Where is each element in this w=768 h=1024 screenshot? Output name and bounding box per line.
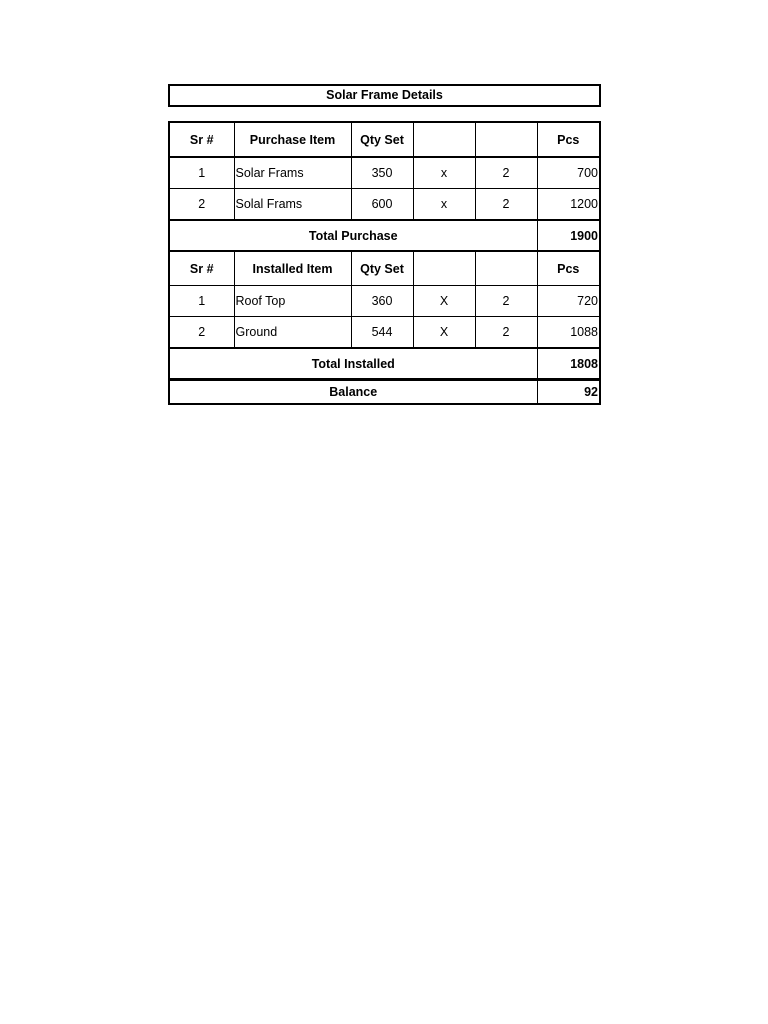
cell-qty: 544	[351, 317, 413, 349]
cell-operator: x	[413, 157, 475, 189]
header-sr: Sr #	[169, 251, 234, 286]
balance-row	[169, 380, 600, 405]
balance-label: Balance	[169, 380, 537, 405]
cell-operator: x	[413, 189, 475, 221]
cell-qty: 360	[351, 286, 413, 317]
cell-pcs: 1200	[537, 189, 600, 221]
cell-item: Solal Frams	[234, 189, 351, 221]
purchase-header-row	[169, 122, 600, 157]
total-installed-row	[169, 348, 600, 380]
cell-sr: 2	[169, 317, 234, 349]
header-qty-set: Qty Set	[351, 251, 413, 286]
cell-pcs: 1088	[537, 317, 600, 349]
header-pcs: Pcs	[537, 251, 600, 286]
header-blank-1	[413, 122, 475, 157]
cell-multiplier: 2	[475, 157, 537, 189]
cell-item: Roof Top	[234, 286, 351, 317]
installed-row	[169, 286, 600, 317]
total-installed-label: Total Installed	[169, 348, 537, 380]
cell-pcs: 700	[537, 157, 600, 189]
purchase-row	[169, 189, 600, 221]
header-pcs: Pcs	[537, 122, 600, 157]
total-purchase-value: 1900	[537, 220, 600, 251]
total-purchase-label: Total Purchase	[169, 220, 537, 251]
cell-multiplier: 2	[475, 189, 537, 221]
header-blank-2	[475, 251, 537, 286]
header-installed-item: Installed Item	[234, 251, 351, 286]
header-purchase-item: Purchase Item	[234, 122, 351, 157]
cell-item: Ground	[234, 317, 351, 349]
header-sr: Sr #	[169, 122, 234, 157]
header-blank-2	[475, 122, 537, 157]
cell-operator: X	[413, 286, 475, 317]
header-qty-set: Qty Set	[351, 122, 413, 157]
cell-pcs: 720	[537, 286, 600, 317]
cell-multiplier: 2	[475, 286, 537, 317]
cell-qty: 350	[351, 157, 413, 189]
header-blank-1	[413, 251, 475, 286]
installed-header-row	[169, 251, 600, 286]
cell-operator: X	[413, 317, 475, 349]
solar-frame-table	[168, 121, 601, 405]
cell-qty: 600	[351, 189, 413, 221]
cell-item: Solar Frams	[234, 157, 351, 189]
purchase-row	[169, 157, 600, 189]
cell-sr: 1	[169, 157, 234, 189]
cell-sr: 1	[169, 286, 234, 317]
balance-value: 92	[537, 380, 600, 405]
cell-sr: 2	[169, 189, 234, 221]
sheet-title: Solar Frame Details	[168, 84, 601, 107]
total-purchase-row	[169, 220, 600, 251]
cell-multiplier: 2	[475, 317, 537, 349]
installed-row	[169, 317, 600, 349]
total-installed-value: 1808	[537, 348, 600, 380]
